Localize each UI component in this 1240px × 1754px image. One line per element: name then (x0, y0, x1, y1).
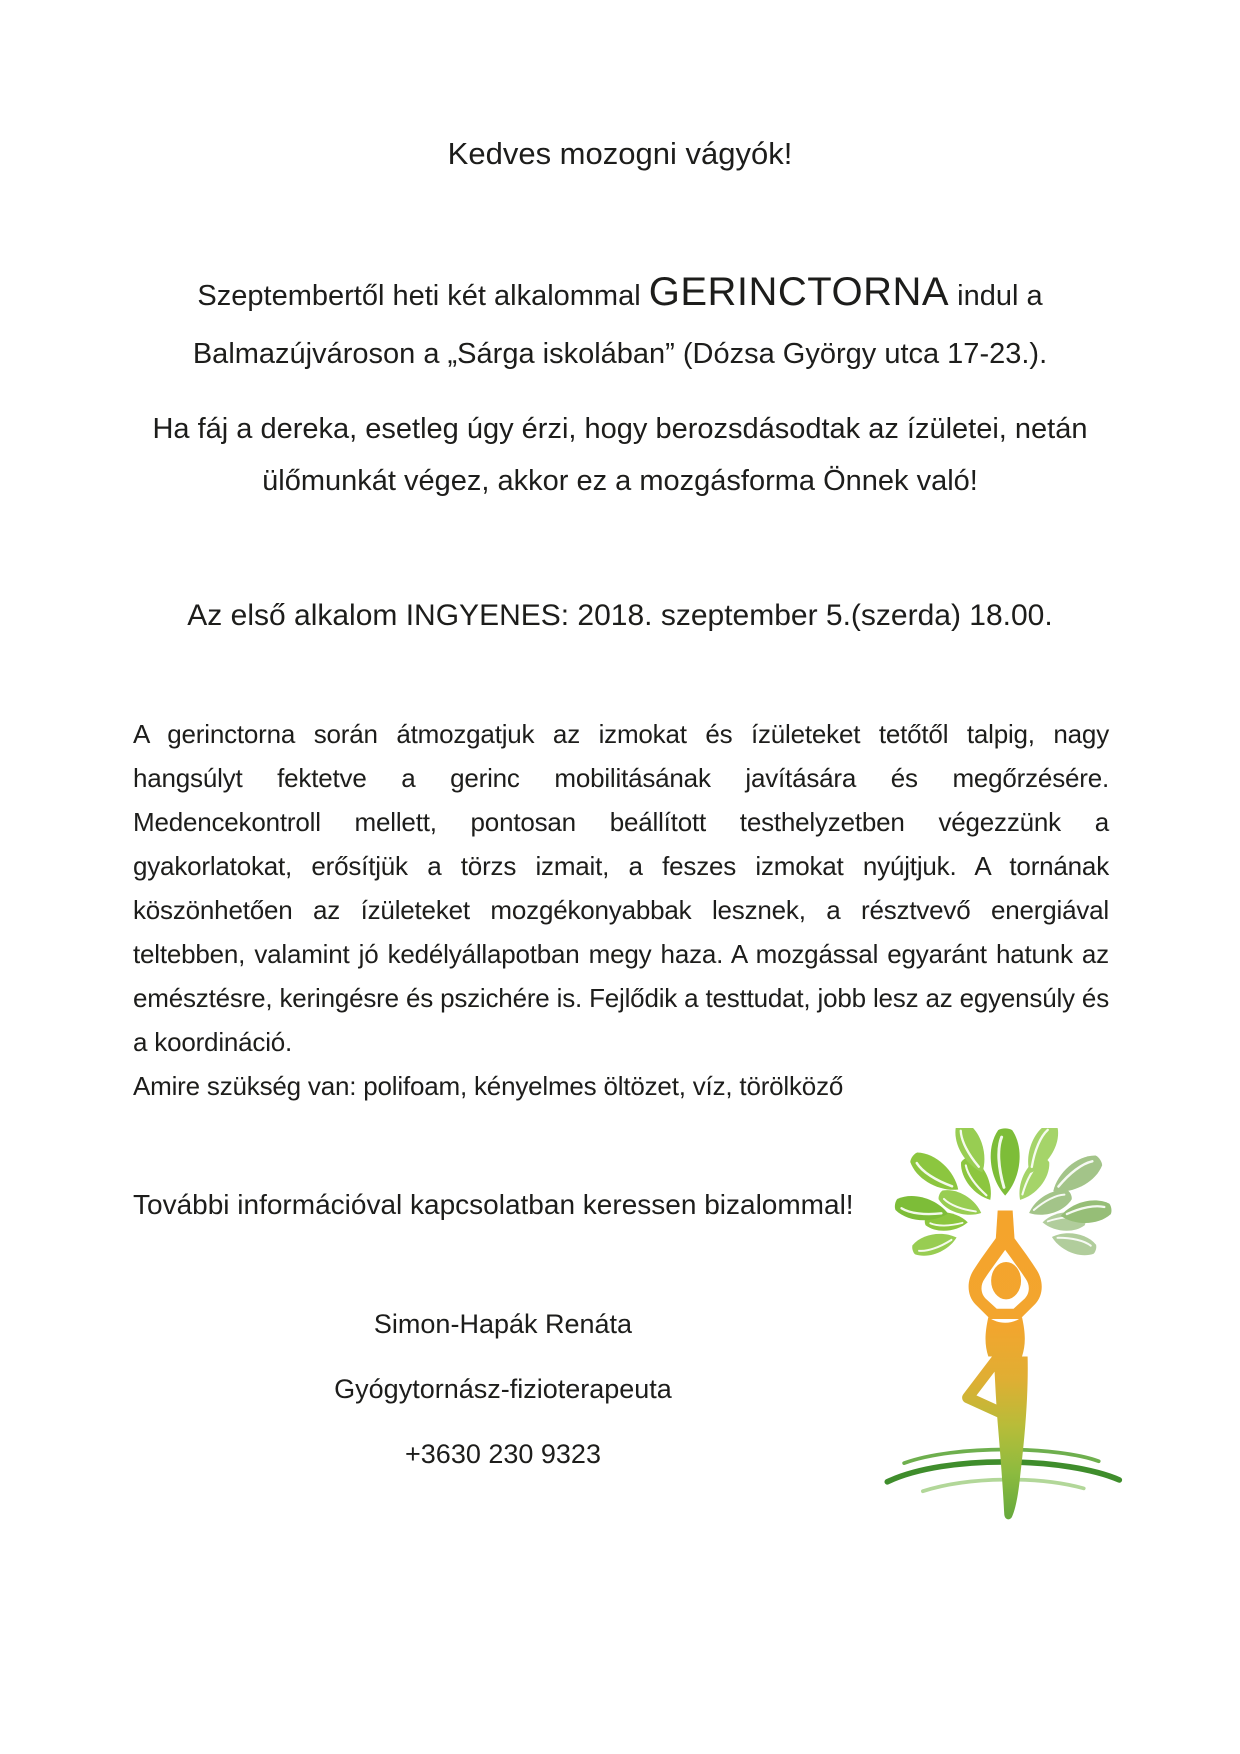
yoga-figure (968, 1211, 1042, 1520)
equipment-line: Amire szükség van: polifoam, kényelmes öltözet, víz, törölköző (133, 1071, 844, 1101)
pitch-paragraph: Ha fáj a dereka, esetleg úgy érzi, hogy berozsdásodtak az ízületei, netán ülőmunkát végez, akkor ez a mozgásforma Önnek való! (152, 413, 1088, 498)
free-session-line: Az első alkalom INGYENES: 2018. szeptember 5.(szerda) 18.00. (187, 599, 1053, 632)
announcement-paragraph (120, 256, 1120, 380)
contact-name: Simon-Hapák Renáta (373, 1309, 633, 1339)
contact-profession: Gyógytornász-fizioterapeuta (334, 1374, 672, 1404)
signature-block (133, 1306, 873, 1501)
greeting-heading: Kedves mozogni vágyók! (447, 136, 793, 171)
contact-phone: +3630 230 9323 (405, 1439, 601, 1469)
yoga-tree-logo (848, 1128, 1138, 1526)
announcement-suffix: indul a Balmazújvároson a „Sárga iskolában” (Dózsa György utca 17-23.). (192, 280, 1048, 370)
announcement-highlight: GERINCTORNA (648, 270, 950, 314)
description-paragraph: A gerinctorna során átmozgatjuk az izmokat és ízületeket tetőtől talpig, nagy hangsúlyt fektetve a gerinc mobilitásának javítására és megőrzésére. Medencekontroll mellett, pontosan beállított testhelyzetben végezzünk a gyakorlatokat, erősítjük a törzs izmait, a feszes izmokat nyújtjuk. A tornának köszönhetően az ízületeket mozgékonyabbak lesznek, a résztvevő energiával teltebben, valamint jó kedélyállapotban megy haza. A mozgással egyaránt hatunk az emésztésre, keringésre és pszichére is. Fejlődik a testtudat, jobb lesz az egyensúly és a koordináció. (133, 719, 1109, 1057)
yoga-tree-logo-svg (848, 1128, 1138, 1526)
contact-invite-line: További információval kapcsolatban keressen bizalommal! (133, 1189, 854, 1220)
figure-head (991, 1262, 1021, 1299)
announcement-prefix: Szeptembertől heti két alkalommal (197, 280, 649, 312)
